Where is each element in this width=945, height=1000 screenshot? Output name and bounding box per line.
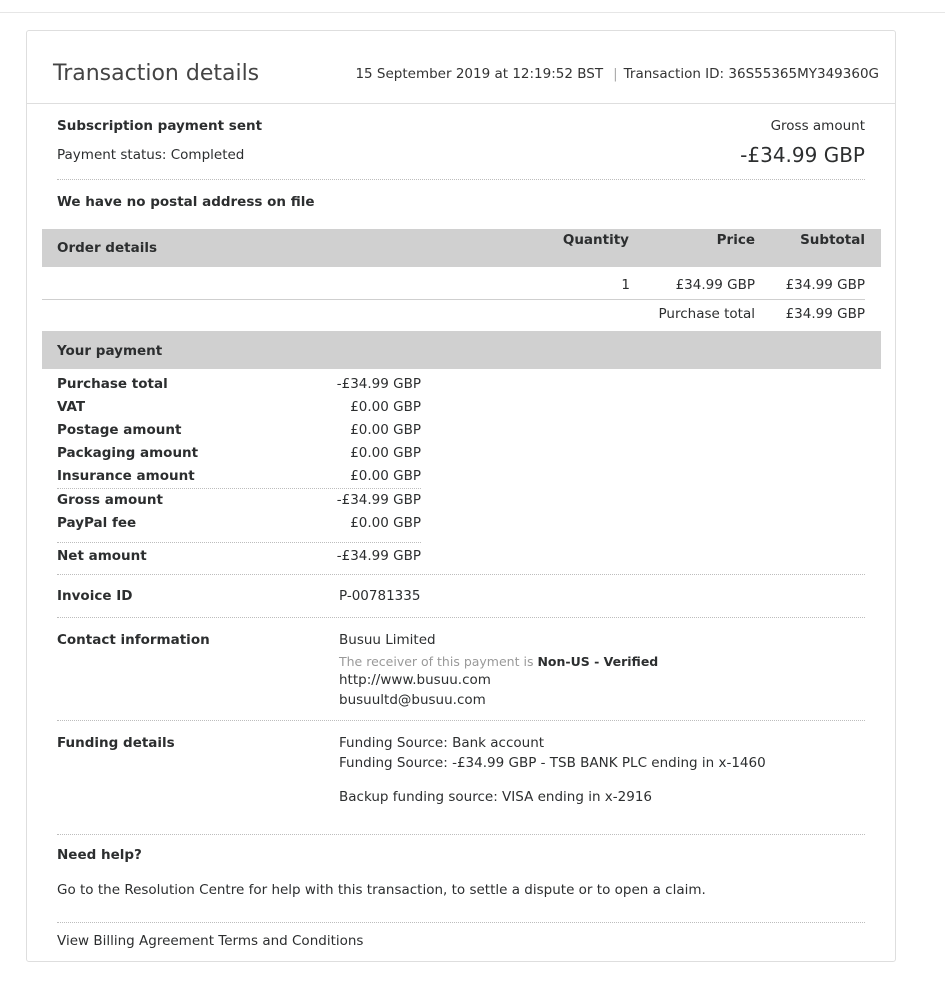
help-text-suffix: for help with this transaction, to settle a dispute or to open a claim. bbox=[248, 882, 706, 898]
order-details-heading: Order details bbox=[57, 240, 157, 256]
transaction-meta bbox=[355, 66, 879, 82]
receiver-status bbox=[339, 654, 658, 669]
payment-row-value: £0.00 GBP bbox=[350, 399, 421, 415]
transaction-datetime: 15 September 2019 at 12:19:52 BST bbox=[355, 66, 604, 82]
funding-details-label: Funding details bbox=[57, 735, 175, 751]
divider bbox=[57, 179, 865, 180]
payment-row-value: -£34.99 GBP bbox=[336, 492, 421, 508]
contact-name: Busuu Limited bbox=[339, 632, 436, 648]
payment-row-label: Insurance amount bbox=[57, 468, 195, 484]
divider bbox=[57, 834, 865, 835]
order-details-header bbox=[42, 229, 881, 267]
contact-email-link[interactable]: busuultd@busuu.com bbox=[339, 692, 486, 708]
divider bbox=[57, 922, 865, 923]
gross-amount-label: Gross amount bbox=[770, 118, 865, 134]
billing-agreement-link[interactable]: View Billing Agreement Terms and Conditions bbox=[57, 933, 364, 949]
transaction-header bbox=[27, 31, 895, 104]
postal-address-note: We have no postal address on file bbox=[57, 194, 315, 210]
divider bbox=[57, 542, 421, 543]
your-payment-heading: Your payment bbox=[57, 343, 163, 359]
receiver-status-prefix: The receiver of this payment is bbox=[339, 654, 534, 669]
payment-status-value: Completed bbox=[170, 147, 245, 163]
payment-row-label: Purchase total bbox=[57, 376, 168, 392]
receiver-status-value: Non-US - Verified bbox=[537, 654, 659, 669]
page-title: Transaction details bbox=[53, 61, 260, 86]
purchase-total-value: £34.99 GBP bbox=[785, 306, 865, 322]
order-price: £34.99 GBP bbox=[675, 277, 755, 293]
help-text-prefix: Go to the bbox=[57, 882, 121, 898]
payment-row-label: VAT bbox=[57, 399, 86, 415]
need-help-heading: Need help? bbox=[57, 847, 142, 863]
purchase-total-label: Purchase total bbox=[658, 306, 755, 322]
order-subtotal: £34.99 GBP bbox=[785, 277, 865, 293]
payment-row-value: £0.00 GBP bbox=[350, 445, 421, 461]
funding-source-line: Funding Source: Bank account bbox=[339, 735, 545, 751]
backup-funding-source: Backup funding source: VISA ending in x-2916 bbox=[339, 789, 653, 805]
invoice-id-value: P-00781335 bbox=[339, 588, 421, 604]
divider bbox=[57, 574, 865, 575]
payment-row-label: PayPal fee bbox=[57, 515, 137, 531]
payment-row-value: £0.00 GBP bbox=[350, 422, 421, 438]
payment-row-value: £0.00 GBP bbox=[350, 515, 421, 531]
top-divider bbox=[0, 12, 945, 13]
payment-type: Subscription payment sent bbox=[57, 118, 263, 134]
net-amount-label: Net amount bbox=[57, 548, 147, 564]
payment-row-label: Packaging amount bbox=[57, 445, 199, 461]
divider bbox=[57, 488, 421, 489]
contact-website-link[interactable]: http://www.busuu.com bbox=[339, 672, 491, 688]
payment-row-value: £0.00 GBP bbox=[350, 468, 421, 484]
order-quantity: 1 bbox=[621, 277, 630, 293]
transaction-id-label: Transaction ID: bbox=[623, 66, 725, 82]
payment-status bbox=[57, 147, 244, 163]
divider bbox=[57, 720, 865, 721]
subtotal-column-header: Subtotal bbox=[800, 232, 865, 248]
price-column-header: Price bbox=[716, 232, 755, 248]
net-amount-value: -£34.99 GBP bbox=[336, 548, 421, 564]
quantity-column-header: Quantity bbox=[562, 232, 629, 248]
payment-row-label: Gross amount bbox=[57, 492, 163, 508]
gross-amount-value: -£34.99 GBP bbox=[740, 143, 865, 167]
contact-information-label: Contact information bbox=[57, 632, 210, 648]
transaction-id: 36S55365MY349360G bbox=[728, 66, 879, 82]
resolution-centre-link[interactable]: Resolution Centre bbox=[124, 882, 245, 898]
meta-separator: | bbox=[613, 66, 618, 82]
funding-source-line: Funding Source: -£34.99 GBP - TSB BANK PLC ending in x-1460 bbox=[339, 755, 766, 771]
invoice-id-label: Invoice ID bbox=[57, 588, 133, 604]
help-text bbox=[57, 882, 706, 898]
divider bbox=[57, 617, 865, 618]
payment-status-label: Payment status: bbox=[57, 147, 167, 163]
payment-row-value: -£34.99 GBP bbox=[336, 376, 421, 392]
divider bbox=[42, 299, 865, 300]
your-payment-header bbox=[42, 331, 881, 369]
payment-row-label: Postage amount bbox=[57, 422, 182, 438]
transaction-card bbox=[26, 30, 896, 962]
